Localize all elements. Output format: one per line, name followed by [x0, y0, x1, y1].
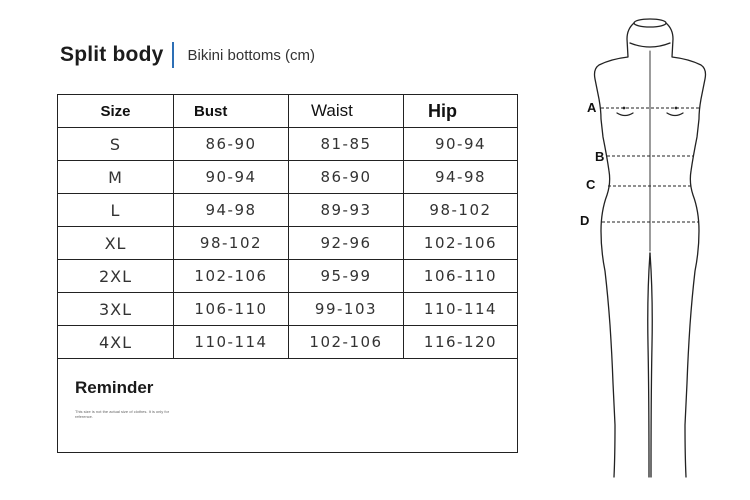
page-title: Split body: [60, 43, 164, 66]
hip-cell: 94-98: [404, 161, 518, 194]
hip-cell: 90-94: [404, 128, 518, 161]
page-header: [60, 40, 315, 70]
table-header-row: [58, 95, 518, 128]
table-row: [58, 161, 518, 194]
size-cell: 4XL: [58, 326, 174, 359]
size-cell: L: [58, 194, 174, 227]
reminder-box: [57, 358, 518, 453]
reminder-note: This size is not the actual size of clothes. It is only for reference.: [75, 409, 170, 419]
bust-cell: 90-94: [174, 161, 289, 194]
hip-cell: 102-106: [404, 227, 518, 260]
bust-cell: 106-110: [174, 293, 289, 326]
size-cell: XL: [58, 227, 174, 260]
table-row: [58, 326, 518, 359]
size-cell: S: [58, 128, 174, 161]
table-row: [58, 227, 518, 260]
table-row: [58, 194, 518, 227]
body-silhouette: [575, 15, 725, 485]
marker-b-label: B: [595, 149, 605, 164]
waist-cell: 86-90: [289, 161, 404, 194]
marker-a-label: A: [587, 100, 597, 115]
column-header-waist: Waist: [289, 95, 404, 128]
waist-cell: 99-103: [289, 293, 404, 326]
column-header-size: Size: [58, 95, 174, 128]
waist-cell: 89-93: [289, 194, 404, 227]
hip-cell: 110-114: [404, 293, 518, 326]
table-row: [58, 260, 518, 293]
bust-cell: 102-106: [174, 260, 289, 293]
hip-cell: 98-102: [404, 194, 518, 227]
waist-cell: 81-85: [289, 128, 404, 161]
reminder-title: Reminder: [75, 378, 154, 397]
page-subtitle: Bikini bottoms (cm): [187, 46, 316, 64]
column-header-bust: Bust: [174, 95, 289, 128]
marker-d-label: D: [580, 213, 590, 228]
waist-cell: 102-106: [289, 326, 404, 359]
table-row: [58, 293, 518, 326]
table-row: [58, 128, 518, 161]
hip-cell: 106-110: [404, 260, 518, 293]
waist-cell: 95-99: [289, 260, 404, 293]
bust-cell: 86-90: [174, 128, 289, 161]
size-cell: 2XL: [58, 260, 174, 293]
title-divider: [172, 42, 174, 68]
bust-cell: 94-98: [174, 194, 289, 227]
hip-cell: 116-120: [404, 326, 518, 359]
body-measurement-figure: [575, 15, 725, 485]
size-cell: M: [58, 161, 174, 194]
size-chart-table: [57, 94, 518, 359]
bust-cell: 98-102: [174, 227, 289, 260]
bust-cell: 110-114: [174, 326, 289, 359]
waist-cell: 92-96: [289, 227, 404, 260]
marker-c-label: C: [586, 177, 596, 192]
column-header-hip: Hip: [404, 95, 518, 128]
size-cell: 3XL: [58, 293, 174, 326]
